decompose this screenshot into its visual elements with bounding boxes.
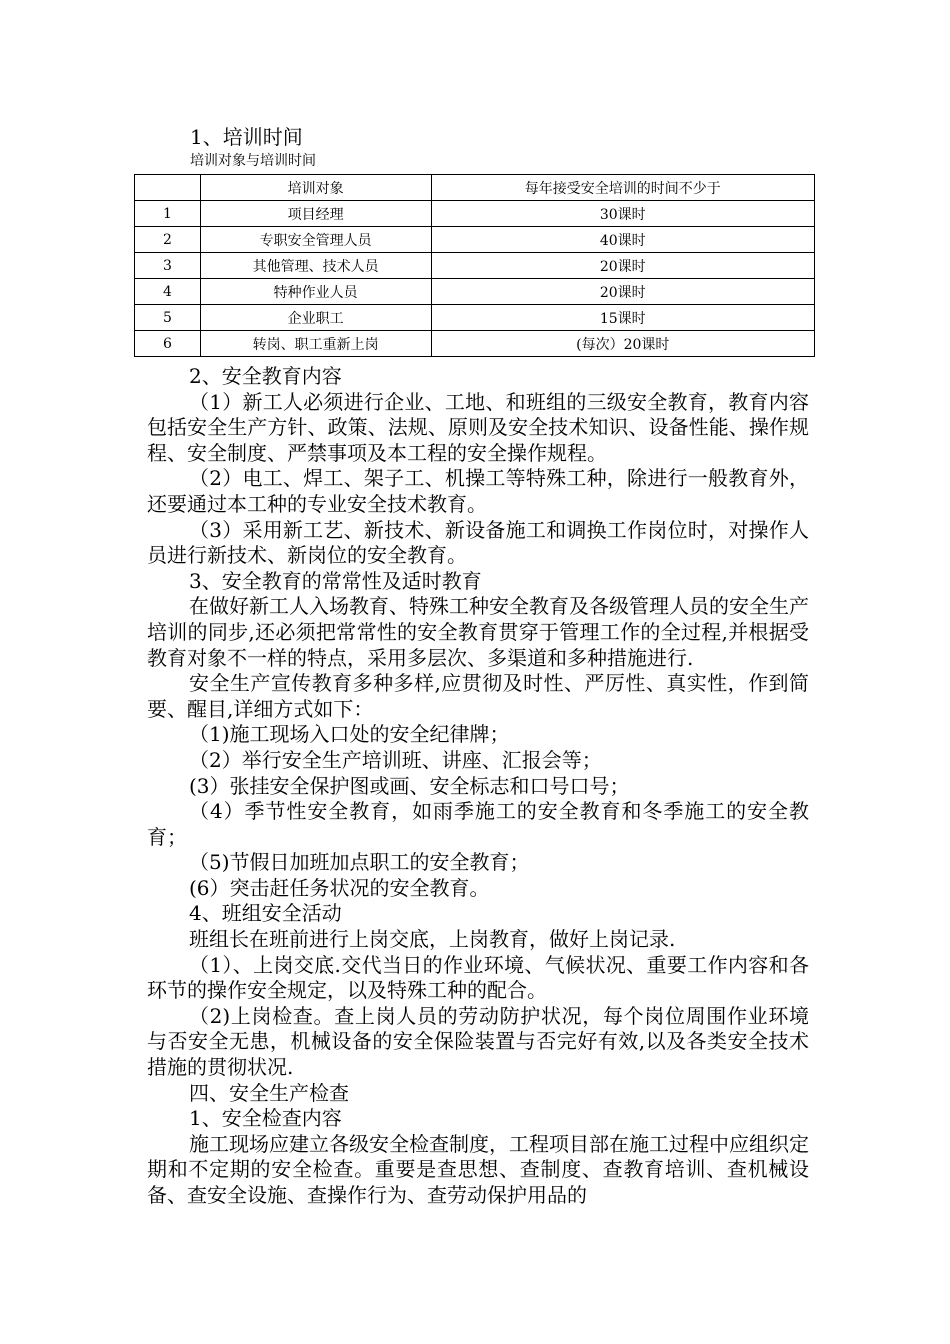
list-item: (3）张挂安全保护图或画、安全标志和口号口号； xyxy=(189,773,630,798)
list-item: （2）举行安全生产培训班、讲座、汇报会等； xyxy=(189,747,602,772)
section-heading: 3、安全教育的常常性及适时教育 xyxy=(189,568,482,593)
table-row xyxy=(135,305,815,331)
table-header-row xyxy=(135,175,815,201)
list-item: （1)施工现场入口处的安全纪律牌； xyxy=(189,722,510,747)
hours-cell: 30课时 xyxy=(431,201,814,227)
trainee-cell: 其他管理、技术人员 xyxy=(200,253,431,279)
table-header-cell: 每年接受安全培训的时间不少于 xyxy=(431,175,814,201)
hours-cell: 15课时 xyxy=(431,305,814,331)
paragraph: （1）新工人必须进行企业、工地、和班组的三级安全教育，教育内容包括安全生产方针、政策、法规、原则及安全技术知识、设备性能、操作规程、安全制度、严禁事项及本工程的安全操作规程。 xyxy=(147,389,809,465)
section-heading: 四、安全生产检查 xyxy=(189,1080,349,1105)
table-row xyxy=(135,331,815,357)
table-row xyxy=(135,253,815,279)
table-caption: 培训对象与培训时间 xyxy=(190,153,316,169)
trainee-cell: 特种作业人员 xyxy=(200,279,431,305)
table-row xyxy=(135,279,815,305)
paragraph: （2)上岗检查。查上岗人员的劳动防护状况，每个岗位周围作业环境与否安全无患，机械设备的安全保险装置与否完好有效,以及各类安全技术措施的贯彻状况. xyxy=(147,1003,809,1080)
paragraph: 在做好新工人入场教育、特殊工种安全教育及各级管理人员的安全生产培训的同步,还必须把常常性的安全教育贯穿于管理工作的全过程,并根据受教育对象不一样的特点，采用多层次、多渠道和多种措施进行. xyxy=(147,594,809,670)
row-number-cell: 1 xyxy=(135,201,201,227)
hours-cell: 20课时 xyxy=(431,253,814,279)
row-number-cell: 4 xyxy=(135,279,201,305)
table-header-cell xyxy=(135,175,201,201)
list-item: （4）季节性安全教育，如雨季施工的安全教育和冬季施工的安全教育； xyxy=(147,799,809,849)
list-item: （5)节假日加班加点职工的安全教育； xyxy=(189,850,530,875)
paragraph: （1）、上岗交底.交代当日的作业环境、气候状况、重要工作内容和各环节的操作安全规定，以及特殊工种的配合。 xyxy=(147,952,809,1003)
paragraph: 班组长在班前进行上岗交底，上岗教育，做好上岗记录. xyxy=(189,927,676,952)
row-number-cell: 3 xyxy=(135,253,201,279)
paragraph: 施工现场应建立各级安全检查制度，工程项目部在施工过程中应组织定期和不定期的安全检查。重要是查思想、查制度、查教育培训、查机械设备、查安全设施、查操作行为、查劳动保护用品的 xyxy=(147,1131,809,1207)
paragraph: （3）采用新工艺、新技术、新设备施工和调换工作岗位时，对操作人员进行新技术、新岗位的安全教育。 xyxy=(147,517,809,568)
section-heading: 2、安全教育内容 xyxy=(189,364,342,388)
trainee-cell: 专职安全管理人员 xyxy=(200,227,431,253)
row-number-cell: 5 xyxy=(135,305,201,331)
trainee-cell: 项目经理 xyxy=(200,201,431,227)
section-heading: 1、安全检查内容 xyxy=(189,1106,342,1131)
hours-cell: 40课时 xyxy=(431,227,814,253)
table-header-cell: 培训对象 xyxy=(200,175,431,201)
training-time-table xyxy=(134,174,815,357)
paragraph: 安全生产宣传教育多种多样,应贯彻及时性、严厉性、真实性，作到简要、醒目,详细方式如下： xyxy=(147,671,809,721)
body-text xyxy=(147,364,809,1209)
section-heading-training-time: 1、培训时间 xyxy=(190,125,303,149)
paragraph: （2）电工、焊工、架子工、机操工等特殊工种，除进行一般教育外，还要通过本工种的专业安全技术教育。 xyxy=(147,466,809,516)
hours-cell: (每次）20课时 xyxy=(431,331,814,357)
list-item: (6）突击赶任务状况的安全教育。 xyxy=(189,875,490,900)
table-row xyxy=(135,201,815,227)
section-heading: 4、班组安全活动 xyxy=(189,901,342,926)
row-number-cell: 6 xyxy=(135,331,201,357)
trainee-cell: 企业职工 xyxy=(200,305,431,331)
table-row xyxy=(135,227,815,253)
hours-cell: 20课时 xyxy=(431,279,814,305)
trainee-cell: 转岗、职工重新上岗 xyxy=(200,331,431,357)
row-number-cell: 2 xyxy=(135,227,201,253)
